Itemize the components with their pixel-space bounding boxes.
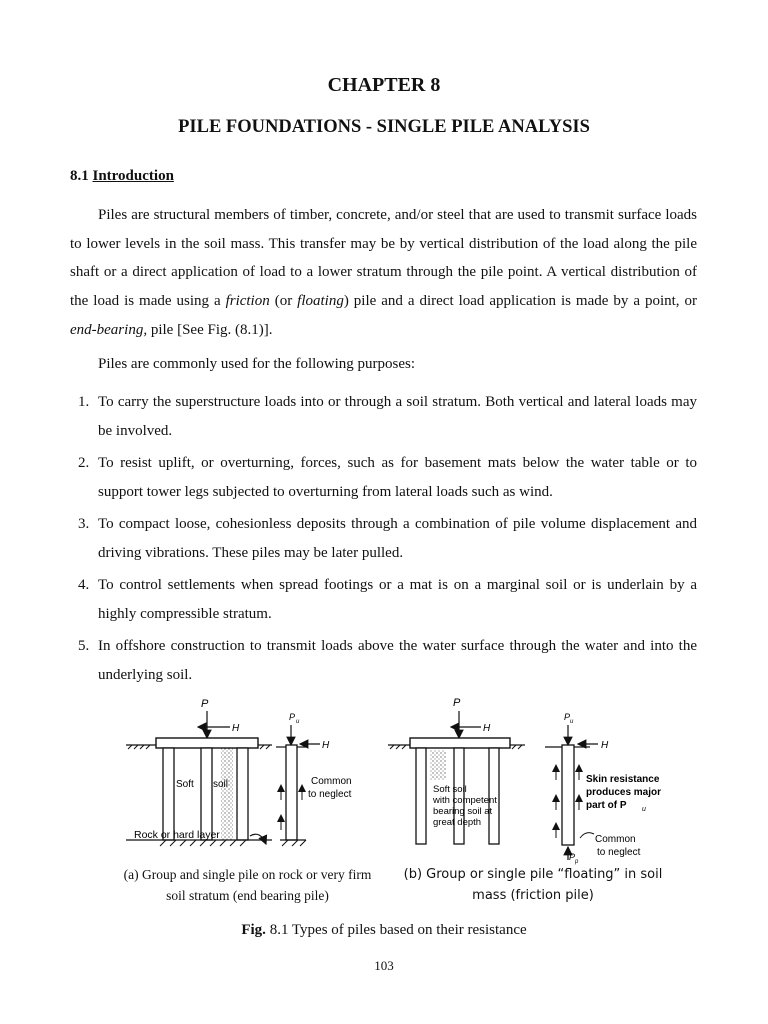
soil-label: soil — [213, 779, 229, 790]
part-of-pu-subscript: u — [642, 806, 646, 813]
produces-major-label: produces major — [586, 787, 662, 798]
part-of-pu-label: part of P — [586, 800, 627, 811]
tip-load-label: P — [569, 852, 576, 862]
page-number: 103 — [374, 958, 394, 973]
list-item — [70, 571, 697, 629]
intro-text-2: (or — [269, 293, 298, 310]
load-pu-subscript: u — [296, 719, 300, 725]
load-p-label: P — [201, 698, 209, 710]
pile-types-figure — [0, 690, 768, 865]
soft-soil-label: Soft soil — [433, 784, 467, 795]
item-number: 2. — [78, 455, 90, 471]
item-text: To control settlements when spread footings or a mat is on a marginal soil or is underlain by a highly compressible stratum. — [98, 577, 697, 622]
item-number: 5. — [78, 638, 90, 654]
item-text: To carry the superstructure loads into or through a soil stratum. Both vertical and lateral loads may be involved. — [98, 394, 697, 439]
intro-text-4: pile [See Fig. (8.1)]. — [147, 321, 273, 338]
item-text: To resist uplift, or overturning, forces, such as for basement mats below the water table or to support tower legs subjected to overturning from lateral loads such as wind. — [98, 455, 697, 500]
tip-load-subscript: p — [575, 859, 579, 865]
chapter-title: PILE FOUNDATIONS - SINGLE PILE ANALYSIS — [178, 117, 590, 137]
figure-caption-text: 8.1 Types of piles based on their resistance — [265, 922, 527, 938]
list-item — [70, 632, 697, 690]
item-text: To compact loose, cohesionless deposits through a combination of pile volume displacement and driving vibrations. These piles may be later pulled. — [98, 516, 697, 561]
figure-b-group-pile — [388, 697, 525, 844]
load-h-label: H — [232, 723, 240, 734]
chapter-heading: CHAPTER 8 — [327, 74, 441, 96]
section-heading — [70, 168, 174, 185]
figure-b-single-pile — [545, 712, 661, 865]
common-label: Common — [311, 776, 352, 787]
load-p-label: P — [453, 697, 461, 709]
soft-label: Soft — [176, 779, 194, 790]
to-neglect-label: to neglect — [308, 789, 352, 800]
competent-label: with competent — [433, 795, 497, 806]
load-pu-subscript: u — [570, 719, 574, 725]
item-text: In offshore construction to transmit loads above the water surface through the water and into the underlying soil. — [98, 638, 697, 683]
load-h-label: H — [601, 740, 609, 751]
item-number: 1. — [78, 394, 90, 410]
load-pu-label: P — [564, 712, 571, 722]
intro-paragraph — [70, 201, 697, 345]
bearing-label: bearing soil at — [433, 806, 493, 817]
to-neglect-label: to neglect — [597, 847, 641, 858]
caption-a: (a) Group and single pile on rock or very firm soil stratum (end bearing pile) — [123, 867, 372, 903]
list-item — [70, 388, 697, 446]
depth-label: great depth — [433, 817, 482, 828]
section-number: 8.1 — [70, 168, 89, 184]
load-h-label: H — [322, 740, 330, 751]
figure-caption — [0, 922, 768, 939]
figure-a-single-pile — [276, 712, 352, 846]
list-item — [70, 510, 697, 568]
load-pu-label: P — [289, 712, 296, 722]
skin-resistance-label: Skin resistance — [586, 774, 660, 785]
purposes-intro: Piles are commonly used for the following purposes: — [98, 356, 416, 372]
figure-a-group-pile — [126, 698, 272, 846]
friction-term: friction — [225, 293, 270, 310]
intro-text-3: ) pile and a direct load application is made by a point, or — [343, 293, 697, 310]
intro-text-1: Piles are structural members of timber, concrete, and/or steel that are used to transmit surface loads to lower levels in the soil mass. This transfer may be by vertical distribution of the load along the pile shaft or a direct application of load to a lower stratum through the pile point. A vertical distribution of the load is made using a — [70, 207, 697, 310]
end-bearing-term: end-bearing, — [70, 321, 148, 338]
item-number: 3. — [78, 516, 90, 532]
floating-term: floating — [297, 293, 344, 310]
common-label: Common — [595, 834, 636, 845]
item-number: 4. — [78, 577, 90, 593]
load-h-label: H — [483, 723, 491, 734]
caption-b: (b) Group or single pile “floating” in soil mass (friction pile) — [403, 867, 663, 903]
figure-label: Fig. — [241, 922, 266, 938]
section-title: Introduction — [92, 168, 174, 184]
list-item — [70, 449, 697, 507]
purposes-list — [70, 388, 697, 693]
rock-label: Rock or hard layer — [134, 829, 220, 841]
